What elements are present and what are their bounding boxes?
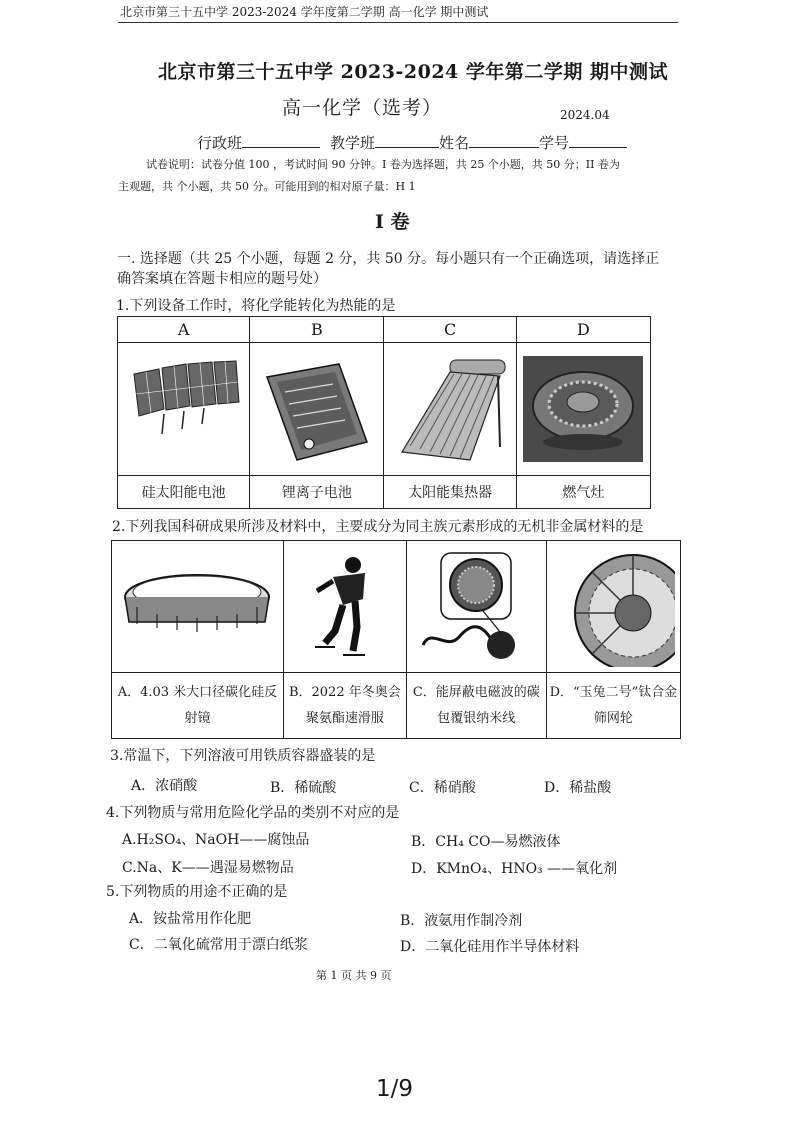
page-indicator: 1/9 [376, 1076, 414, 1102]
admin-class-blank [242, 133, 320, 148]
q1-table [117, 316, 651, 509]
q1-letter-a: A [118, 317, 250, 343]
q2-caption-a: A．4.03 米大口径碳化硅反射镜 [112, 673, 284, 739]
name-blank [469, 133, 539, 148]
silver-nanowire-image [411, 547, 541, 667]
exam-subtitle: 高一化学（选考） [282, 97, 443, 119]
q1-caption-a: 硅太阳能电池 [118, 476, 250, 509]
q2-caption-d: D．“玉兔二号”钛合金筛网轮 [546, 673, 680, 739]
q1-caption-d: 燃气灶 [516, 476, 650, 509]
exam-note-line2: 主观题，共 个小题，共 50 分。可能用到的相对原子量：H 1 [118, 180, 416, 193]
student-info-fields [197, 132, 627, 153]
q1-letter-c: C [384, 317, 516, 343]
q1-image-b [250, 343, 384, 476]
running-head-rule [118, 22, 678, 23]
q5-option-b: B．液氨用作制冷剂 [400, 913, 523, 929]
lithium-battery-image [257, 352, 377, 467]
exam-note-line1: 试卷说明：试卷分值 100 ，考试时间 90 分钟。I 卷为选择题，共 25 个小题，共 50 分；II 卷为 [146, 158, 620, 171]
volume-heading: I 卷 [375, 211, 410, 233]
q1-image-d [516, 343, 650, 476]
q5-stem: 5.下列物质的用途不正确的是 [106, 884, 288, 900]
section-instructions-line2: 确答案填在答题卡相应的题号处） [117, 271, 327, 287]
section-instructions-line1: 一. 选择题（共 25 个小题，每题 2 分，共 50 分。每小题只有一个正确选项，请选择正 [117, 251, 660, 267]
q2-stem: 2.下列我国科研成果所涉及材料中，主要成分为同主族元素形成的无机非金属材料的是 [112, 519, 644, 535]
exam-date: 2024.04 [560, 108, 610, 122]
teaching-class-blank [375, 133, 439, 148]
q5-option-c: C．二氧化硫常用于漂白纸浆 [129, 937, 308, 953]
q2-caption-b: B．2022 年冬奥会聚氨酯速滑服 [283, 673, 406, 739]
q1-caption-b: 锂离子电池 [250, 476, 384, 509]
q1-image-c [384, 343, 516, 476]
q5-option-d: D．二氧化硅用作半导体材料 [400, 939, 580, 955]
q4-option-c: C.Na、K——遇湿易燃物品 [122, 860, 294, 876]
q1-stem: 1.下列设备工作时，将化学能转化为热能的是 [116, 298, 396, 314]
q1-letter-d: D [516, 317, 650, 343]
q2-image-c [406, 541, 546, 673]
q2-image-a [112, 541, 284, 673]
solar-water-heater-image [390, 352, 510, 467]
q1-letter-b: B [250, 317, 384, 343]
q3-option-d: D．稀盐酸 [544, 780, 612, 796]
q1-caption-c: 太阳能集热器 [384, 476, 516, 509]
q2-image-b [283, 541, 406, 673]
student-id-blank [569, 133, 627, 148]
q3-stem: 3.常温下，下列溶液可用铁质容器盛装的是 [110, 748, 376, 764]
q5-option-a: A．铵盐常用作化肥 [129, 911, 252, 927]
field-student-id: 学号 [539, 134, 570, 152]
q4-stem: 4.下列物质与常用危险化学品的类别不对应的是 [106, 805, 400, 821]
field-admin-class: 行政班 [197, 134, 243, 152]
telescope-mirror-image [117, 552, 277, 662]
solar-panel-image [124, 354, 244, 464]
q1-image-a [118, 343, 250, 476]
field-teaching-class: 教学班 [330, 134, 376, 152]
q3-option-b: B．稀硫酸 [270, 780, 337, 796]
q2-caption-c: C．能屏蔽电磁波的碳包覆银纳米线 [406, 673, 546, 739]
q4-option-d: D．KMnO₄、HNO₃ ——氧化剂 [411, 861, 618, 877]
q2-image-d [546, 541, 680, 673]
field-name: 姓名 [439, 134, 470, 152]
running-head: 北京市第三十五中学 2023-2024 学年度第二学期 高一化学 期中测试 [120, 5, 489, 19]
q3-option-c: C．稀硝酸 [409, 780, 476, 796]
q4-option-b: B．CH₄ CO—易燃液体 [411, 834, 561, 850]
exam-title: 北京市第三十五中学 2023-2024 学年第二学期 期中测试 [158, 61, 668, 83]
q2-table [111, 540, 681, 739]
mesh-wheel-image [551, 547, 675, 667]
q4-option-a: A.H₂SO₄、NaOH——腐蚀品 [122, 832, 310, 848]
speed-skater-image [295, 547, 395, 667]
gas-stove-image [521, 354, 645, 464]
page-footer: 第 1 页 共 9 页 [316, 969, 392, 982]
q3-option-a: A．浓硝酸 [131, 778, 198, 794]
